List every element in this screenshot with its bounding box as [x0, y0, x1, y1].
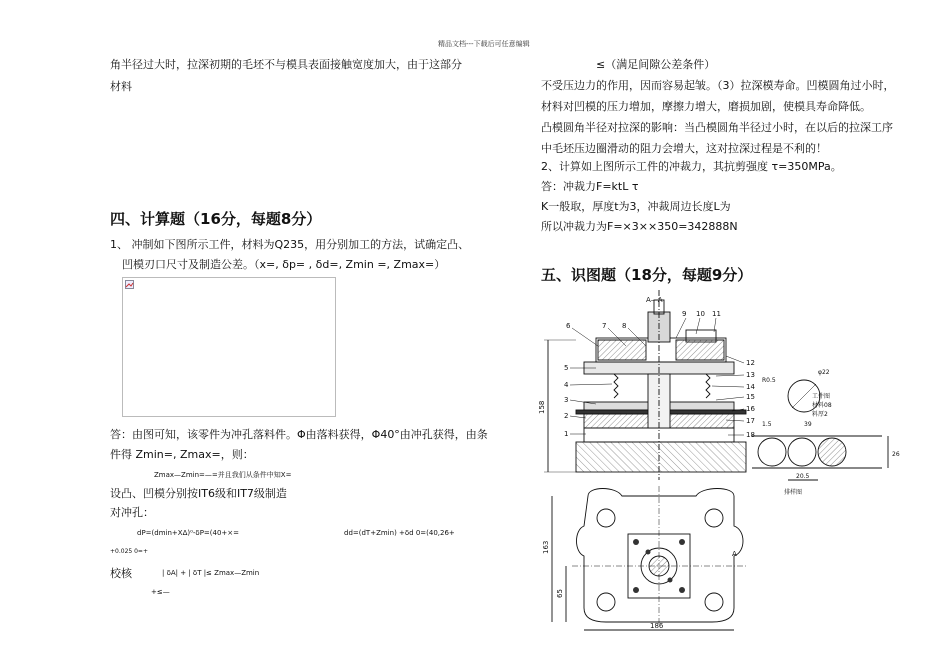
- answer-text: 件得 Zmin=, Zmax=，则：: [110, 448, 254, 461]
- text-line: K一般取，厚度t为3，冲裁周边长度L为: [541, 200, 731, 213]
- dim-186: 186: [650, 622, 664, 630]
- dim-65: 65: [556, 589, 564, 598]
- dim-20-5: 20.5: [796, 473, 810, 480]
- part-number: 7: [602, 322, 607, 330]
- question-text: 1、 冲制如下图所示工件，材料为Q235，用分别加工的方法，试确定凸、: [110, 238, 470, 251]
- question-text: 凹模刃口尺寸及制造公差。（x=, δp= , δd=, Zmin =, Zmax=）: [122, 258, 446, 271]
- broken-image-icon: [125, 280, 134, 289]
- dim-39: 39: [804, 421, 812, 428]
- section-heading-calc: 四、计算题（16分，每题8分）: [110, 210, 322, 228]
- dim-r05: R0.5: [762, 377, 776, 384]
- check-label: 校核: [110, 567, 132, 580]
- formula-punch: dP=(dmin+XΔ)⁰-δP=(40+×=: [137, 529, 240, 537]
- die-assembly-drawing: [536, 290, 910, 635]
- formula-die: dd=(dT+Zmin) +δd 0=(40,26+: [344, 529, 455, 537]
- part-number: 5: [564, 364, 569, 372]
- text-line: 不受压边力的作用，因而容易起皱。（3）拉深模寿命。凹模圆角过小时，: [541, 79, 895, 92]
- answer-text: Zmax—Zmin=—=并且我们从条件中知X=: [154, 471, 292, 479]
- section-label: A—A: [646, 296, 663, 304]
- part-number: 12: [746, 359, 755, 367]
- section-heading-drawing: 五、识图题（18分，每题9分）: [541, 266, 753, 284]
- image-placeholder: [122, 277, 336, 417]
- part-number: 15: [746, 393, 755, 401]
- part-number: 18: [746, 431, 755, 439]
- part-number: 16: [746, 405, 755, 413]
- text-line: ≤（满足间隙公差条件）: [596, 58, 716, 71]
- text-line: 材料对凹模的压力增加，摩擦力增大，磨损加剧，使模具寿命降低。: [541, 100, 871, 113]
- part-number: 3: [564, 396, 569, 404]
- dim-158: 158: [538, 400, 546, 414]
- dim-1-5: 1.5: [762, 421, 772, 428]
- material-label: 材料08: [812, 402, 832, 409]
- answer-text: 答：由图可知，该零件为冲孔落料件。Φ由落料获得，Φ40°由冲孔获得，由条: [110, 428, 488, 441]
- text-line: 材料: [110, 80, 132, 93]
- part-number: 4: [564, 381, 569, 389]
- text-line: 2、计算如上图所示工件的冲裁力，其抗剪强度 τ=350MPa。: [541, 160, 842, 173]
- formula-continued: +0.025 0=+: [110, 548, 148, 555]
- answer-text: 设凸、凹模分别按IT6级和IT7级制造: [110, 487, 287, 500]
- part-number: 10: [696, 310, 705, 318]
- text-line: 所以冲裁力为F=×3××350=342888N: [541, 220, 738, 233]
- dim-phi22: φ22: [818, 369, 830, 376]
- check-formula: | δA| + | δT |≤ Zmax—Zmin: [162, 569, 260, 577]
- part-number: 8: [622, 322, 627, 330]
- check-result: +≤—: [151, 588, 170, 596]
- dim-26: 26: [892, 451, 900, 458]
- part-number: 17: [746, 417, 755, 425]
- text-line: 角半径过大时，拉深初期的毛坯不与模具表面接触宽度加大，由于这部分: [110, 58, 462, 71]
- text-line: 中毛坯压边圈滑动的阻力会增大，这对拉深过程是不利的！: [541, 142, 827, 155]
- part-number: 9: [682, 310, 687, 318]
- part-number: 11: [712, 310, 721, 318]
- thickness-label: 料厚2: [812, 411, 828, 418]
- part-number: 1: [564, 430, 569, 438]
- text-line: 凸模圆角半径对拉深的影响：当凸模圆角半径过小时，在以后的拉深工序: [541, 121, 893, 134]
- workpiece-label: 工件图: [812, 393, 831, 400]
- text-line: 答：冲裁力F=ktL τ: [541, 180, 639, 193]
- dim-163: 163: [542, 540, 550, 554]
- part-number: 2: [564, 412, 569, 420]
- part-number: A: [732, 550, 737, 558]
- page-header: 精品文档---下载后可任意编辑: [438, 40, 530, 48]
- layout-label: 排样图: [784, 489, 803, 496]
- part-number: 6: [566, 322, 571, 330]
- part-number: 14: [746, 383, 755, 391]
- part-number: 13: [746, 371, 755, 379]
- answer-text: 对冲孔：: [110, 506, 154, 519]
